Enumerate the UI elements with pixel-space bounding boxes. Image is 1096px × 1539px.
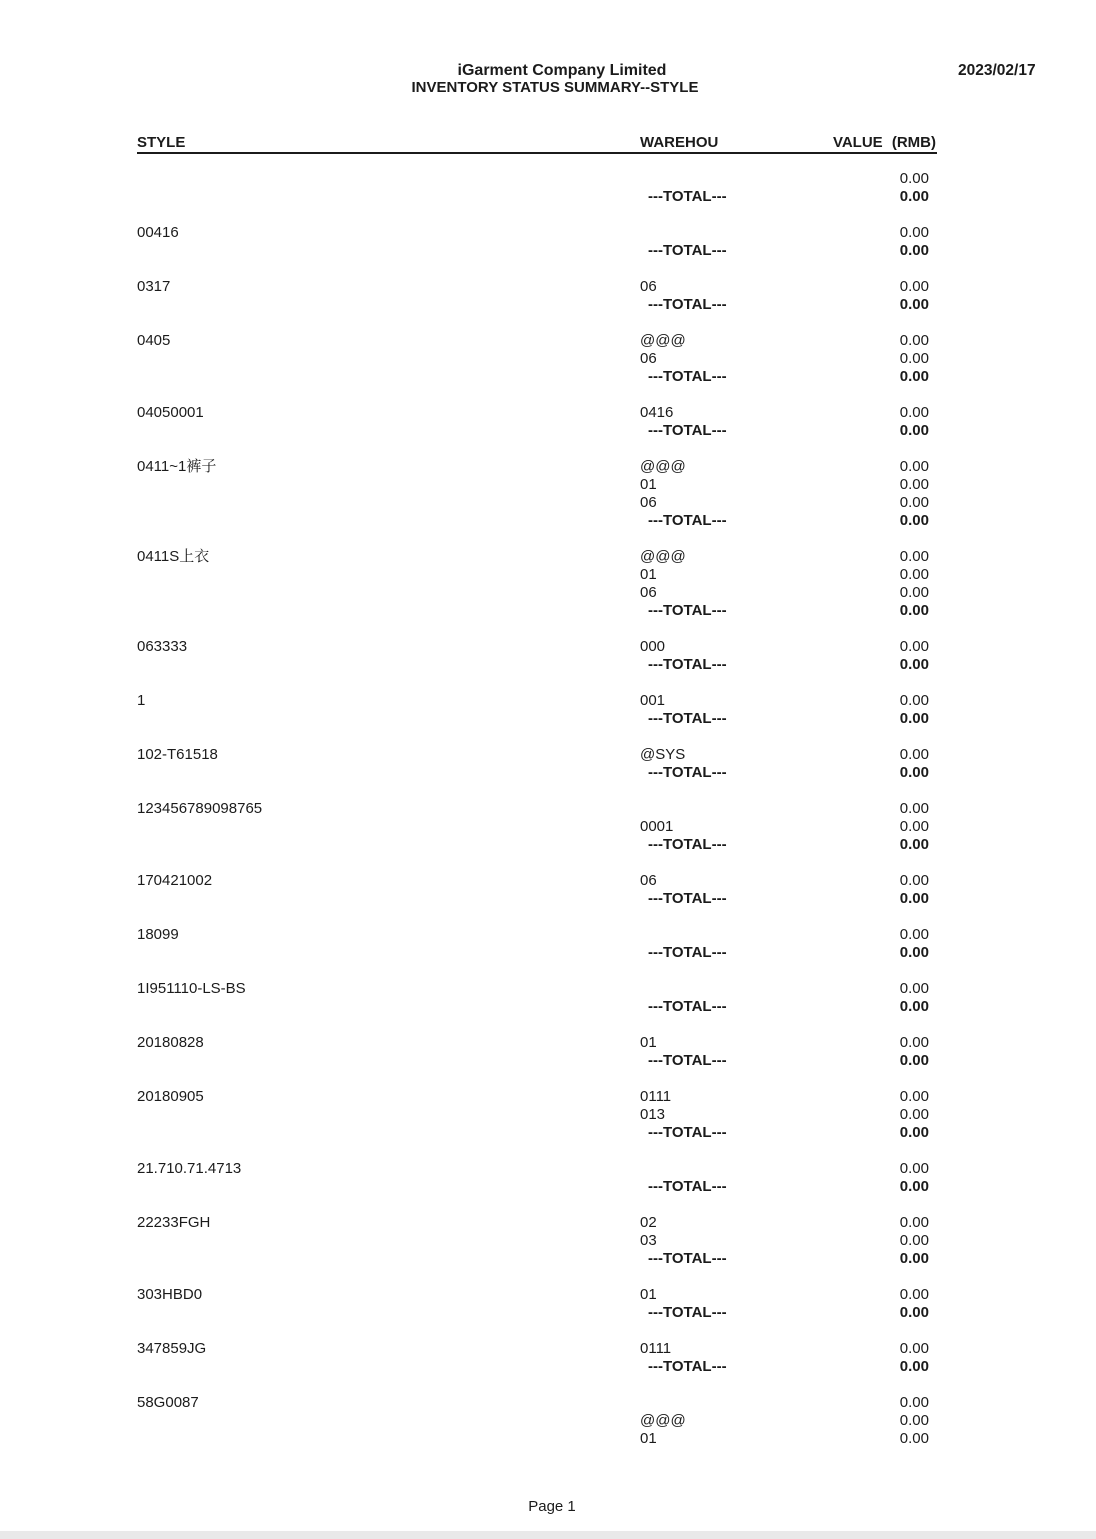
total-label: ---TOTAL---: [648, 1250, 727, 1267]
warehouse-code: 01: [640, 1430, 657, 1447]
detail-row: [0, 1106, 1096, 1124]
style-group: [0, 1394, 1096, 1448]
style-group: [0, 692, 1096, 728]
warehouse-code: 06: [640, 278, 657, 295]
total-label: ---TOTAL---: [648, 602, 727, 619]
style-group: [0, 170, 1096, 206]
style-code: 22233FGH: [137, 1214, 211, 1231]
value-cell: 0.00: [899, 566, 929, 583]
style-group: [0, 1160, 1096, 1196]
total-row: [0, 656, 1096, 674]
total-value: 0.00: [899, 710, 929, 727]
value-cell: 0.00: [899, 1394, 929, 1411]
style-code: 58G0087: [137, 1394, 199, 1411]
detail-row: [0, 494, 1096, 512]
detail-row: [0, 1286, 1096, 1304]
style-group: [0, 224, 1096, 260]
detail-row: [0, 458, 1096, 476]
style-group: [0, 800, 1096, 854]
total-row: [0, 890, 1096, 908]
style-group: [0, 548, 1096, 620]
total-value: 0.00: [899, 1178, 929, 1195]
style-group: [0, 458, 1096, 530]
warehouse-code: 06: [640, 494, 657, 511]
detail-row: [0, 224, 1096, 242]
total-value: 0.00: [899, 1358, 929, 1375]
value-cell: 0.00: [899, 350, 929, 367]
value-cell: 0.00: [899, 224, 929, 241]
total-row: [0, 710, 1096, 728]
value-cell: 0.00: [899, 1214, 929, 1231]
report-date: 2023/02/17: [958, 62, 1036, 79]
value-cell: 0.00: [899, 332, 929, 349]
value-cell: 0.00: [899, 1412, 929, 1429]
value-cell: 0.00: [899, 494, 929, 511]
total-label: ---TOTAL---: [648, 1304, 727, 1321]
total-label: ---TOTAL---: [648, 1052, 727, 1069]
warehouse-code: 06: [640, 584, 657, 601]
warehouse-code: 01: [640, 476, 657, 493]
report-title: INVENTORY STATUS SUMMARY--STYLE: [411, 79, 699, 96]
style-code: 1: [137, 692, 146, 709]
total-label: ---TOTAL---: [648, 656, 727, 673]
warehouse-code: 01: [640, 1034, 657, 1051]
column-header-warehouse: WAREHOU: [640, 134, 719, 151]
total-label: ---TOTAL---: [648, 836, 727, 853]
total-label: ---TOTAL---: [648, 1178, 727, 1195]
value-cell: 0.00: [899, 746, 929, 763]
total-label: ---TOTAL---: [648, 998, 727, 1015]
value-cell: 0.00: [899, 1430, 929, 1447]
value-cell: 0.00: [899, 872, 929, 889]
total-row: [0, 368, 1096, 386]
value-cell: 0.00: [899, 1286, 929, 1303]
total-label: ---TOTAL---: [648, 1358, 727, 1375]
total-row: [0, 764, 1096, 782]
total-row: [0, 296, 1096, 314]
value-cell: 0.00: [899, 818, 929, 835]
value-cell: 0.00: [899, 548, 929, 565]
total-value: 0.00: [899, 1052, 929, 1069]
total-value: 0.00: [899, 242, 929, 259]
total-row: [0, 512, 1096, 530]
style-group: [0, 1214, 1096, 1268]
detail-row: [0, 1232, 1096, 1250]
total-label: ---TOTAL---: [648, 710, 727, 727]
style-code: 0411~1裤子: [137, 458, 217, 475]
total-row: [0, 998, 1096, 1016]
column-header-value: VALUE (RMB): [832, 134, 936, 151]
detail-row: [0, 872, 1096, 890]
detail-row: [0, 170, 1096, 188]
style-group: [0, 926, 1096, 962]
detail-row: [0, 1394, 1096, 1412]
warehouse-code: 0111: [640, 1340, 672, 1357]
detail-row: [0, 818, 1096, 836]
total-row: [0, 836, 1096, 854]
value-cell: 0.00: [899, 638, 929, 655]
detail-row: [0, 800, 1096, 818]
style-group: [0, 746, 1096, 782]
detail-row: [0, 1412, 1096, 1430]
detail-row: [0, 350, 1096, 368]
detail-row: [0, 746, 1096, 764]
value-cell: 0.00: [899, 584, 929, 601]
detail-row: [0, 1034, 1096, 1052]
total-value: 0.00: [899, 602, 929, 619]
total-value: 0.00: [899, 764, 929, 781]
value-cell: 0.00: [899, 1232, 929, 1249]
total-value: 0.00: [899, 944, 929, 961]
style-code: 20180905: [137, 1088, 204, 1105]
style-group: [0, 872, 1096, 908]
style-code: 21.710.71.4713: [137, 1160, 242, 1177]
value-cell: 0.00: [899, 926, 929, 943]
detail-row: [0, 566, 1096, 584]
style-group: [0, 278, 1096, 314]
style-code: 303HBD0: [137, 1286, 203, 1303]
value-cell: 0.00: [899, 980, 929, 997]
value-cell: 0.00: [899, 458, 929, 475]
page-number: Page 1: [528, 1498, 576, 1515]
value-cell: 0.00: [899, 404, 929, 421]
value-cell: 0.00: [899, 278, 929, 295]
total-value: 0.00: [899, 512, 929, 529]
style-group: [0, 1340, 1096, 1376]
total-value: 0.00: [899, 1250, 929, 1267]
detail-row: [0, 980, 1096, 998]
total-label: ---TOTAL---: [648, 368, 727, 385]
detail-row: [0, 476, 1096, 494]
style-code: 170421002: [137, 872, 213, 889]
detail-row: [0, 278, 1096, 296]
detail-row: [0, 1088, 1096, 1106]
style-code: 00416: [137, 224, 179, 241]
value-cell: 0.00: [899, 1340, 929, 1357]
total-value: 0.00: [899, 1304, 929, 1321]
total-label: ---TOTAL---: [648, 296, 727, 313]
detail-row: [0, 1160, 1096, 1178]
total-label: ---TOTAL---: [648, 242, 727, 259]
total-row: [0, 242, 1096, 260]
value-cell: 0.00: [899, 800, 929, 817]
warehouse-code: 0001: [640, 818, 674, 835]
total-row: [0, 1052, 1096, 1070]
value-cell: 0.00: [899, 170, 929, 187]
total-row: [0, 1124, 1096, 1142]
style-group: [0, 638, 1096, 674]
total-row: [0, 1358, 1096, 1376]
style-group: [0, 1286, 1096, 1322]
value-cell: 0.00: [899, 1106, 929, 1123]
detail-row: [0, 548, 1096, 566]
total-label: ---TOTAL---: [648, 890, 727, 907]
style-group: [0, 980, 1096, 1016]
detail-row: [0, 638, 1096, 656]
viewer-background-strip: [0, 1531, 1096, 1539]
warehouse-code: @@@: [640, 1412, 686, 1429]
total-value: 0.00: [899, 1124, 929, 1141]
total-row: [0, 188, 1096, 206]
detail-row: [0, 332, 1096, 350]
total-value: 0.00: [899, 998, 929, 1015]
detail-row: [0, 1214, 1096, 1232]
value-cell: 0.00: [899, 1034, 929, 1051]
style-code: 0411S上衣: [137, 548, 210, 565]
style-group: [0, 332, 1096, 386]
warehouse-code: 01: [640, 566, 657, 583]
total-row: [0, 1178, 1096, 1196]
detail-row: [0, 926, 1096, 944]
header-underline: [137, 152, 937, 154]
column-header-style: STYLE: [137, 134, 186, 151]
value-cell: 0.00: [899, 692, 929, 709]
style-code: 18099: [137, 926, 179, 943]
warehouse-code: 01: [640, 1286, 657, 1303]
company-name: iGarment Company Limited: [457, 62, 667, 79]
detail-row: [0, 584, 1096, 602]
warehouse-code: 06: [640, 350, 657, 367]
style-code: 347859JG: [137, 1340, 207, 1357]
total-row: [0, 1304, 1096, 1322]
value-cell: 0.00: [899, 1160, 929, 1177]
detail-row: [0, 1340, 1096, 1358]
style-code: 0317: [137, 278, 171, 295]
total-value: 0.00: [899, 836, 929, 853]
total-row: [0, 944, 1096, 962]
style-code: 0405: [137, 332, 171, 349]
warehouse-code: 001: [640, 692, 666, 709]
total-value: 0.00: [899, 368, 929, 385]
warehouse-code: @@@: [640, 332, 686, 349]
total-value: 0.00: [899, 188, 929, 205]
total-value: 0.00: [899, 656, 929, 673]
total-row: [0, 1250, 1096, 1268]
total-label: ---TOTAL---: [648, 764, 727, 781]
detail-row: [0, 692, 1096, 710]
value-cell: 0.00: [899, 1088, 929, 1105]
warehouse-code: @@@: [640, 548, 686, 565]
warehouse-code: @SYS: [640, 746, 686, 763]
warehouse-code: 0416: [640, 404, 674, 421]
total-label: ---TOTAL---: [648, 1124, 727, 1141]
warehouse-code: 0111: [640, 1088, 672, 1105]
warehouse-code: 000: [640, 638, 666, 655]
style-code: 123456789098765: [137, 800, 263, 817]
total-label: ---TOTAL---: [648, 188, 727, 205]
warehouse-code: 013: [640, 1106, 666, 1123]
total-label: ---TOTAL---: [648, 422, 727, 439]
style-group: [0, 1088, 1096, 1142]
detail-row: [0, 404, 1096, 422]
total-value: 0.00: [899, 422, 929, 439]
warehouse-code: 06: [640, 872, 657, 889]
style-code: 1I951110-LS-BS: [137, 980, 246, 997]
style-code: 04050001: [137, 404, 204, 421]
total-row: [0, 422, 1096, 440]
style-code: 20180828: [137, 1034, 204, 1051]
warehouse-code: 02: [640, 1214, 657, 1231]
total-row: [0, 602, 1096, 620]
warehouse-code: @@@: [640, 458, 686, 475]
style-code: 102-T61518: [137, 746, 218, 763]
total-label: ---TOTAL---: [648, 512, 727, 529]
total-value: 0.00: [899, 296, 929, 313]
report-body: [0, 170, 1096, 1466]
total-value: 0.00: [899, 890, 929, 907]
detail-row: [0, 1430, 1096, 1448]
style-code: 063333: [137, 638, 188, 655]
value-cell: 0.00: [899, 476, 929, 493]
total-label: ---TOTAL---: [648, 944, 727, 961]
style-group: [0, 1034, 1096, 1070]
warehouse-code: 03: [640, 1232, 657, 1249]
style-group: [0, 404, 1096, 440]
